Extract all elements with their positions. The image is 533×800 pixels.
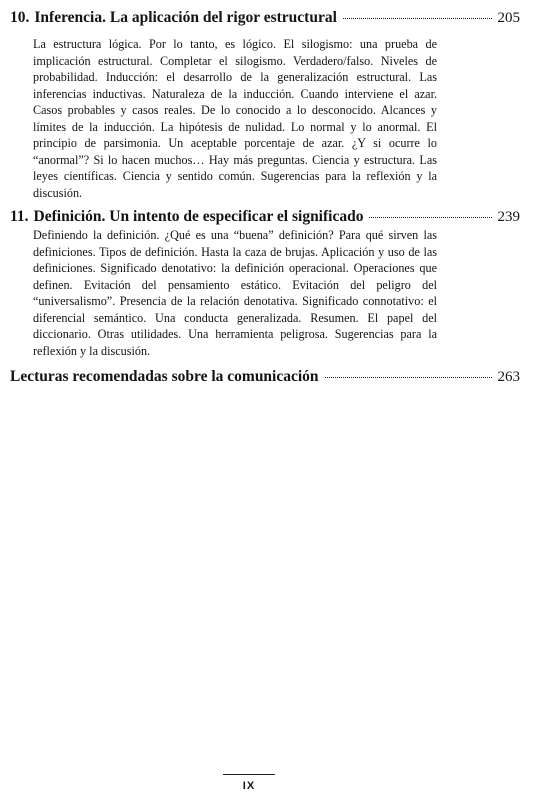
footer-rule: [223, 774, 275, 775]
toc-entry-10: [10, 8, 520, 201]
dot-leader: [325, 377, 492, 378]
chapter-number: 10.: [10, 9, 30, 26]
toc-entry-heading[interactable]: [10, 367, 520, 387]
chapter-number: 11.: [10, 208, 29, 225]
dot-leader: [369, 217, 491, 218]
page-number: 263: [497, 369, 520, 385]
chapter-title: Definición. Un intento de especificar el significado: [33, 208, 364, 225]
toc-entry-heading[interactable]: [10, 207, 520, 227]
toc-entry-heading[interactable]: [10, 8, 520, 28]
page-folio: IX: [242, 780, 256, 792]
dot-leader: [343, 18, 492, 19]
toc-entry-11: [10, 207, 520, 359]
chapter-title: Inferencia. La aplicación del rigor estructural: [34, 9, 337, 26]
toc-entry-readings: [10, 367, 520, 387]
chapter-summary: La estructura lógica. Por lo tanto, es lógico. El silogismo: una prueba de implicación estructural. Completar el silogismo. Verdadero/falso. Niveles de probabilidad. Inducción: el desarrollo de la generalización estructural. Las inferencias inductivas. Naturaleza de la inducción. Cuando interviene el azar. Casos probables y casos reales. De lo conocido a lo desconocido. Alcances y límites de la inducción. La hipótesis de nulidad. Lo normal y lo anormal. El principio de parsimonia. Un aceptable porcentaje de azar. ¿Y si ocurre lo “anormal”? Si lo hacen muchos… Hay más preguntas. Ciencia y estructura. Las leyes científicas. Ciencia y sentido común. Sugerencias para la reflexión y la discusión.: [33, 37, 437, 200]
page-number: 239: [497, 209, 520, 225]
page-number: 205: [497, 10, 520, 26]
chapter-summary: Definiendo la definición. ¿Qué es una “buena” definición? Para qué sirven las definiciones. Tipos de definición. Hasta la caza de brujas. Aplicación y uso de las definiciones. Significado denotativo: la definición operacional. Operaciones que definen. Evitación del pensamiento estático. Evitación del peligro del “universalismo”. Presencia de la relación denotativa. Significado connotativo: el diferencial semántico. Una conducta generalizada. Resumen. El papel del diccionario. Otras utilidades. Una herramienta peligrosa. Sugerencias para la reflexión y la discusión.: [33, 228, 437, 358]
section-title: Lecturas recomendadas sobre la comunicación: [10, 368, 319, 385]
